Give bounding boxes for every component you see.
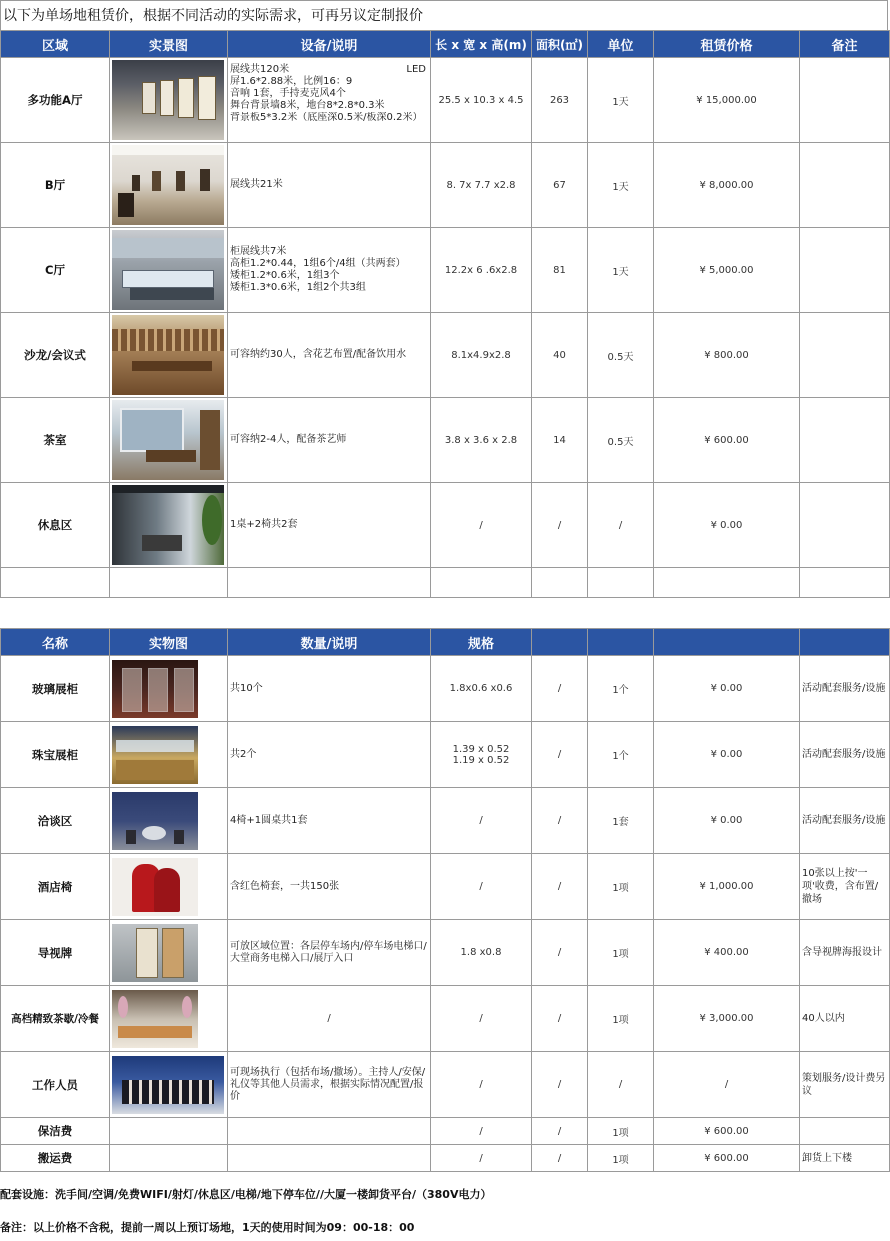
venue-row [1, 398, 890, 483]
venue-price: ¥ 800.00 [654, 313, 800, 398]
header-quantity: 数量/说明 [228, 629, 431, 656]
equipment-row [1, 722, 890, 788]
venue-area: 40 [532, 313, 588, 398]
equipment-desc: 共2个 [228, 722, 431, 788]
equipment-price: ¥ 0.00 [654, 656, 800, 722]
equipment-spec: 1.8x0.6 x0.6 [431, 656, 532, 722]
equipment-col5: / [532, 986, 588, 1052]
desc-line: 柜展线共7米 [230, 246, 287, 257]
venue-area: 263 [532, 58, 588, 143]
equipment-row [1, 1052, 890, 1118]
venue-photo [110, 313, 228, 398]
header-name: 名称 [1, 629, 110, 656]
equipment-desc: 含红色椅套，一共150张 [228, 854, 431, 920]
equipment-photo [110, 986, 228, 1052]
desc-line: 高柜1.2*0.44，1组6个/4组（共两套） [230, 258, 406, 269]
venue-name: 休息区 [1, 483, 110, 568]
equipment-row [1, 1118, 890, 1145]
equipment-desc: 共10个 [228, 656, 431, 722]
equipment-row [1, 1145, 890, 1172]
venue-area: 81 [532, 228, 588, 313]
equipment-row [1, 986, 890, 1052]
facilities-note: 配套设施：洗手间/空调/免费WIFI/射灯/休息区/电梯/地下停车位//大厦一楼卸货平台/（380V电力） [0, 1188, 492, 1201]
venue-price: ¥ 8,000.00 [654, 143, 800, 228]
equipment-spec [431, 722, 532, 788]
equipment-name: 洽谈区 [1, 788, 110, 854]
equipment-photo [110, 656, 228, 722]
desc-line: 展线共120米 [230, 64, 290, 75]
hall-b-photo [112, 145, 224, 225]
venue-price: ¥ 600.00 [654, 398, 800, 483]
venue-desc: 1桌+2椅共2套 [228, 483, 431, 568]
equipment-note [800, 1118, 890, 1145]
header-photo: 实物图 [110, 629, 228, 656]
glass-cabinet-photo [112, 660, 198, 718]
venue-name: C厅 [1, 228, 110, 313]
venue-note [800, 228, 890, 313]
equipment-spec: / [431, 1052, 532, 1118]
equipment-row [1, 920, 890, 986]
equipment-spec: / [431, 788, 532, 854]
venue-area: / [532, 483, 588, 568]
venue-row [1, 143, 890, 228]
equipment-row [1, 854, 890, 920]
equipment-name: 保洁费 [1, 1118, 110, 1145]
venue-photo [110, 143, 228, 228]
venue-name: 多功能A厅 [1, 58, 110, 143]
meeting-area-photo [112, 792, 198, 850]
venue-unit: 0.5天 [588, 398, 654, 483]
desc-line: 舞台背景墙8米，地台8*2.8*0.3米 [230, 100, 385, 111]
equipment-note: 活动配套服务/设施 [800, 722, 890, 788]
equipment-spec: 1.8 x0.8 [431, 920, 532, 986]
equipment-col5: / [532, 788, 588, 854]
equipment-unit: 1个 [588, 722, 654, 788]
venue-size: / [431, 483, 532, 568]
venue-area: 14 [532, 398, 588, 483]
venue-price: ¥ 0.00 [654, 483, 800, 568]
empty-row [1, 568, 890, 598]
equipment-price: ¥ 1,000.00 [654, 854, 800, 920]
venue-note [800, 313, 890, 398]
lounge-photo [112, 485, 224, 565]
equipment-desc: 4椅+1圆桌共1套 [228, 788, 431, 854]
venue-note [800, 398, 890, 483]
venue-note [800, 58, 890, 143]
header-price: 租赁价格 [654, 31, 800, 58]
desc-line: 音响 1套，手持麦克风4个 [230, 88, 346, 99]
equipment-col5: / [532, 656, 588, 722]
equipment-price: / [654, 1052, 800, 1118]
remark-note: 备注：以上价格不含税，提前一周以上预订场地，1天的使用时间为09：00-18：00 [0, 1221, 415, 1234]
equipment-photo [110, 722, 228, 788]
venue-area: 67 [532, 143, 588, 228]
desc-led: LED [406, 64, 426, 75]
equipment-note: 含导视牌海报设计 [800, 920, 890, 986]
header-equipment: 设备/说明 [228, 31, 431, 58]
equipment-note: 40人以内 [800, 986, 890, 1052]
venue-row [1, 313, 890, 398]
equipment-name: 工作人员 [1, 1052, 110, 1118]
equipment-row [1, 788, 890, 854]
equipment-price: ¥ 400.00 [654, 920, 800, 986]
header-note: 备注 [800, 31, 890, 58]
equipment-unit: 1项 [588, 1118, 654, 1145]
spec-line: 1.39 x 0.52 [452, 743, 510, 755]
equipment-table [0, 628, 890, 1172]
equipment-unit: 1项 [588, 1145, 654, 1172]
venue-desc: 展线共21米 [228, 143, 431, 228]
venue-name: 沙龙/会议式 [1, 313, 110, 398]
equipment-name: 玻璃展柜 [1, 656, 110, 722]
venue-row [1, 58, 890, 143]
equipment-price: ¥ 600.00 [654, 1145, 800, 1172]
header-spec: 规格 [431, 629, 532, 656]
equipment-col5: / [532, 1145, 588, 1172]
header-unit: 单位 [588, 31, 654, 58]
equipment-desc [228, 1118, 431, 1145]
equipment-photo [110, 1052, 228, 1118]
venue-photo [110, 398, 228, 483]
equipment-col5: / [532, 854, 588, 920]
equipment-header-row [1, 629, 890, 656]
venue-photo [110, 58, 228, 143]
venue-unit: 1天 [588, 143, 654, 228]
equipment-unit: 1套 [588, 788, 654, 854]
equipment-note: 卸货上下楼 [800, 1145, 890, 1172]
venue-size: 3.8 x 3.6 x 2.8 [431, 398, 532, 483]
equipment-price: ¥ 0.00 [654, 722, 800, 788]
equipment-desc: / [228, 986, 431, 1052]
venue-desc [228, 228, 431, 313]
equipment-spec: / [431, 1118, 532, 1145]
venue-table [0, 30, 890, 598]
venue-note [800, 143, 890, 228]
catering-photo [112, 990, 198, 1048]
desc-line: 背景板5*3.2米（底座深0.5米/板深0.2米） [230, 112, 423, 123]
desc-line: 矮柜1.3*0.6米，1组2个共3组 [230, 282, 366, 293]
equipment-price: ¥ 3,000.00 [654, 986, 800, 1052]
venue-row [1, 228, 890, 313]
venue-size: 8. 7x 7.7 x2.8 [431, 143, 532, 228]
equipment-name: 珠宝展柜 [1, 722, 110, 788]
hotel-chair-photo [112, 858, 198, 916]
equipment-price: ¥ 0.00 [654, 788, 800, 854]
equipment-name: 导视牌 [1, 920, 110, 986]
equipment-unit: 1个 [588, 656, 654, 722]
equipment-spec: / [431, 1145, 532, 1172]
venue-unit: 1天 [588, 58, 654, 143]
header-dimensions: 长 x 宽 x 高(m) [431, 31, 532, 58]
tea-room-photo [112, 400, 224, 480]
salon-photo [112, 315, 224, 395]
jewelry-cabinet-photo [112, 726, 198, 784]
equipment-price: ¥ 600.00 [654, 1118, 800, 1145]
venue-photo [110, 228, 228, 313]
staff-photo [112, 1056, 224, 1114]
venue-desc: 可容纳约30人，含花艺布置/配备饮用水 [228, 313, 431, 398]
venue-name: B厅 [1, 143, 110, 228]
equipment-note: 活动配套服务/设施 [800, 788, 890, 854]
desc-line: 屏1.6*2.88米，比例16：9 [230, 76, 353, 87]
equipment-unit: 1项 [588, 920, 654, 986]
venue-unit: / [588, 483, 654, 568]
equipment-photo [110, 854, 228, 920]
equipment-photo [110, 920, 228, 986]
equipment-spec: / [431, 986, 532, 1052]
equipment-note: 活动配套服务/设施 [800, 656, 890, 722]
venue-row [1, 483, 890, 568]
header-area: 区域 [1, 31, 110, 58]
equipment-name: 高档精致茶歇/冷餐 [1, 986, 110, 1052]
desc-line: 矮柜1.2*0.6米，1组3个 [230, 270, 340, 281]
venue-size: 12.2x 6 .6x2.8 [431, 228, 532, 313]
equipment-desc [228, 1145, 431, 1172]
equipment-name: 酒店椅 [1, 854, 110, 920]
equipment-spec: / [431, 854, 532, 920]
equipment-unit: 1项 [588, 986, 654, 1052]
equipment-note: 10张以上按'一项'收费，含布置/撤场 [800, 854, 890, 920]
equipment-desc: 可放区域位置：各层停车场内/停车场电梯口/大堂商务电梯入口/展厅入口 [228, 920, 431, 986]
header-area-sqm: 面积(㎡) [532, 31, 588, 58]
equipment-photo [110, 788, 228, 854]
venue-photo [110, 483, 228, 568]
spec-line: 1.19 x 0.52 [452, 754, 510, 766]
venue-desc [228, 58, 431, 143]
hall-c-photo [112, 230, 224, 310]
venue-price: ¥ 15,000.00 [654, 58, 800, 143]
venue-unit: 0.5天 [588, 313, 654, 398]
equipment-col5: / [532, 1118, 588, 1145]
equipment-note: 策划服务/设计费另议 [800, 1052, 890, 1118]
equipment-desc: 可现场执行（包括布场/撤场）。主持人/安保/礼仪等其他人员需求，根据实际情况配置/报价 [228, 1052, 431, 1118]
venue-note [800, 483, 890, 568]
equipment-row [1, 656, 890, 722]
venue-price: ¥ 5,000.00 [654, 228, 800, 313]
venue-name: 茶室 [1, 398, 110, 483]
intro-text: 以下为单场地租赁价，根据不同活动的实际需求，可再另议定制报价 [0, 0, 888, 30]
header-photo: 实景图 [110, 31, 228, 58]
venue-size: 8.1x4.9x2.8 [431, 313, 532, 398]
signage-photo [112, 924, 198, 982]
venue-size: 25.5 x 10.3 x 4.5 [431, 58, 532, 143]
venue-desc: 可容纳2-4人，配备茶艺师 [228, 398, 431, 483]
equipment-name: 搬运费 [1, 1145, 110, 1172]
equipment-col5: / [532, 920, 588, 986]
gallery-photo [112, 60, 224, 140]
equipment-unit: / [588, 1052, 654, 1118]
equipment-col5: / [532, 1052, 588, 1118]
venue-unit: 1天 [588, 228, 654, 313]
equipment-col5: / [532, 722, 588, 788]
equipment-unit: 1项 [588, 854, 654, 920]
venue-header-row [1, 31, 890, 58]
